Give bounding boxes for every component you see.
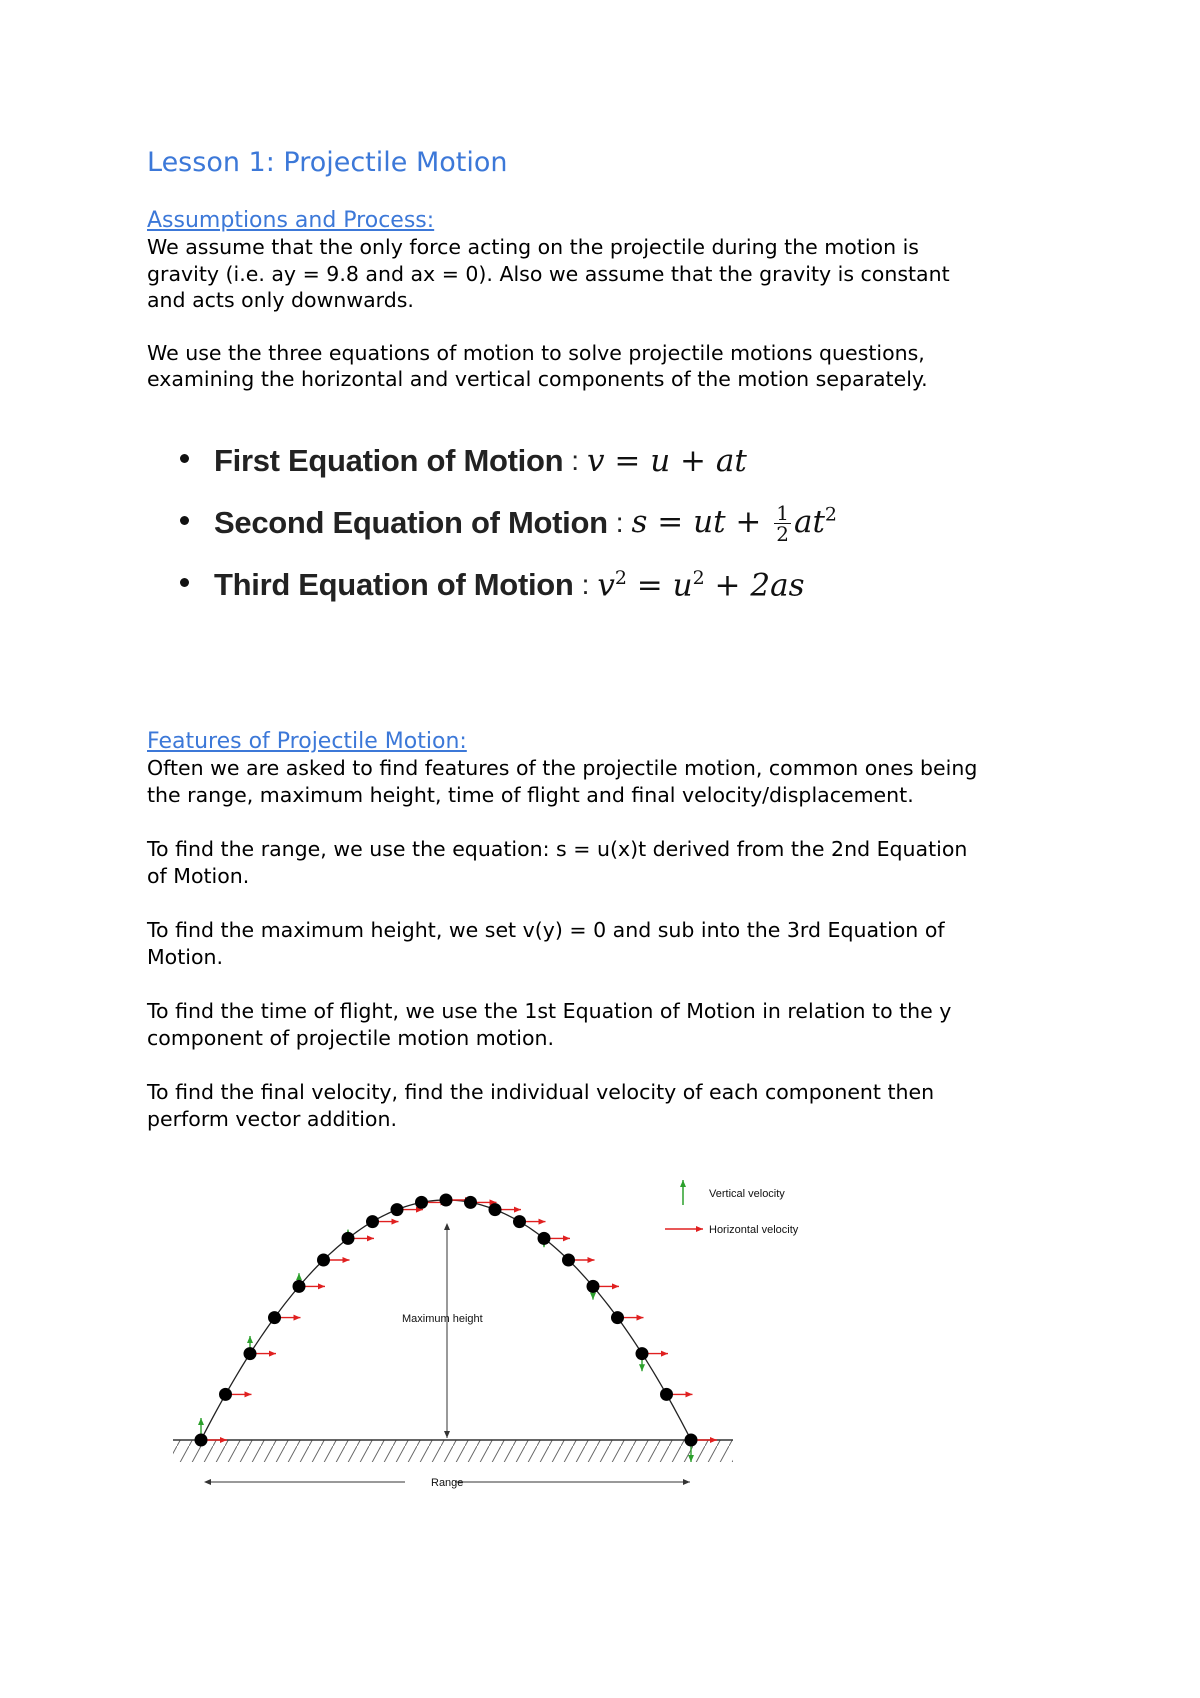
trajectory-point (268, 1311, 281, 1324)
formula-tail: at (793, 503, 825, 540)
equation-formula (587, 443, 747, 479)
trajectory-point (562, 1254, 575, 1267)
trajectory-point (293, 1280, 306, 1293)
trajectory-point (195, 1434, 208, 1447)
formula-lhs: v (587, 443, 605, 479)
equation-item-3 (170, 554, 970, 616)
bullet-icon (180, 516, 189, 525)
trajectory-point (685, 1434, 698, 1447)
trajectory-point (440, 1194, 453, 1207)
formula-tail: + 2as (704, 567, 805, 604)
legend-horizontal-label: Horizontal velocity (709, 1224, 799, 1236)
equation-name: Second Equation of Motion (214, 505, 608, 540)
fraction-denominator: 2 (776, 521, 789, 546)
max-height-marker (402, 1224, 483, 1438)
trajectory-point (611, 1311, 624, 1324)
equation-colon: : (615, 507, 624, 538)
assumptions-section (147, 207, 1067, 393)
trajectory-point (391, 1203, 404, 1216)
features-heading: Features of Projectile Motion: (147, 729, 467, 754)
equations-list (170, 430, 970, 616)
equation-item-1 (170, 430, 970, 492)
formula-rhs: = ut + (647, 503, 772, 540)
features-section (147, 728, 1067, 1132)
range-marker (205, 1477, 690, 1489)
trajectory-point (464, 1196, 477, 1209)
formula-lhs: s (631, 503, 648, 540)
equation-formula (597, 567, 804, 603)
formula-lhs: v (597, 567, 615, 604)
assumptions-paragraph-1: We assume that the only force acting on the projectile during the motion is gravity (i.e. ay = 9.8 and ax = 0). Also we assume that the gravity is constant and acts only downwards. (147, 235, 950, 312)
trajectory-point (219, 1388, 232, 1401)
fraction-numerator: 1 (776, 500, 789, 525)
projectile-diagram (165, 1160, 845, 1500)
equation-name: First Equation of Motion (214, 443, 564, 478)
legend-vertical-label: Vertical velocity (709, 1188, 785, 1200)
features-paragraph-2: To find the range, we use the equation: s = u(x)t derived from the 2nd Equation of Motion. (147, 837, 968, 888)
fraction (774, 500, 791, 546)
formula-exponent: 2 (824, 503, 838, 526)
range-label: Range (431, 1477, 464, 1489)
trajectory-point (660, 1388, 673, 1401)
max-height-label: Maximum height (402, 1313, 483, 1325)
ground (173, 1440, 733, 1462)
equation-name: Third Equation of Motion (214, 567, 574, 602)
diagram-legend (665, 1180, 799, 1236)
trajectory-point (513, 1215, 526, 1228)
formula-exponent: 2 (614, 566, 627, 589)
features-paragraph-4: To find the time of flight, we use the 1st Equation of Motion in relation to the y component of projectile motion motion. (147, 999, 952, 1050)
formula-rhs: = u (626, 567, 693, 604)
features-paragraph-1: Often we are asked to find features of the projectile motion, common ones being the range, maximum height, time of flight and final velocity/displacement. (147, 756, 978, 807)
formula-exponent: 2 (692, 566, 705, 589)
assumptions-heading: Assumptions and Process: (147, 208, 435, 233)
trajectory-point (538, 1232, 551, 1245)
trajectory-point (366, 1215, 379, 1228)
bullet-icon (180, 578, 189, 587)
trajectory-point (244, 1347, 257, 1360)
features-paragraph-5: To find the final velocity, find the individual velocity of each component then perform vector addition. (147, 1080, 935, 1131)
bullet-icon (180, 454, 189, 463)
equation-formula (631, 500, 838, 546)
trajectory-point (489, 1203, 502, 1216)
features-paragraph-3: To find the maximum height, we set v(y) = 0 and sub into the 3rd Equation of Motion. (147, 918, 945, 969)
trajectory-point (342, 1232, 355, 1245)
equation-colon: : (571, 445, 580, 476)
trajectory-point (636, 1347, 649, 1360)
lesson-title: Lesson 1: Projectile Motion (147, 147, 508, 178)
equation-item-2 (170, 492, 970, 554)
trajectory-point (415, 1196, 428, 1209)
formula-rhs: = u + at (604, 443, 747, 479)
equation-colon: : (581, 569, 590, 600)
assumptions-paragraph-2: We use the three equations of motion to solve projectile motions questions, examining the horizontal and vertical components of the motion separately. (147, 340, 928, 391)
trajectory-point (587, 1280, 600, 1293)
trajectory-point (317, 1254, 330, 1267)
